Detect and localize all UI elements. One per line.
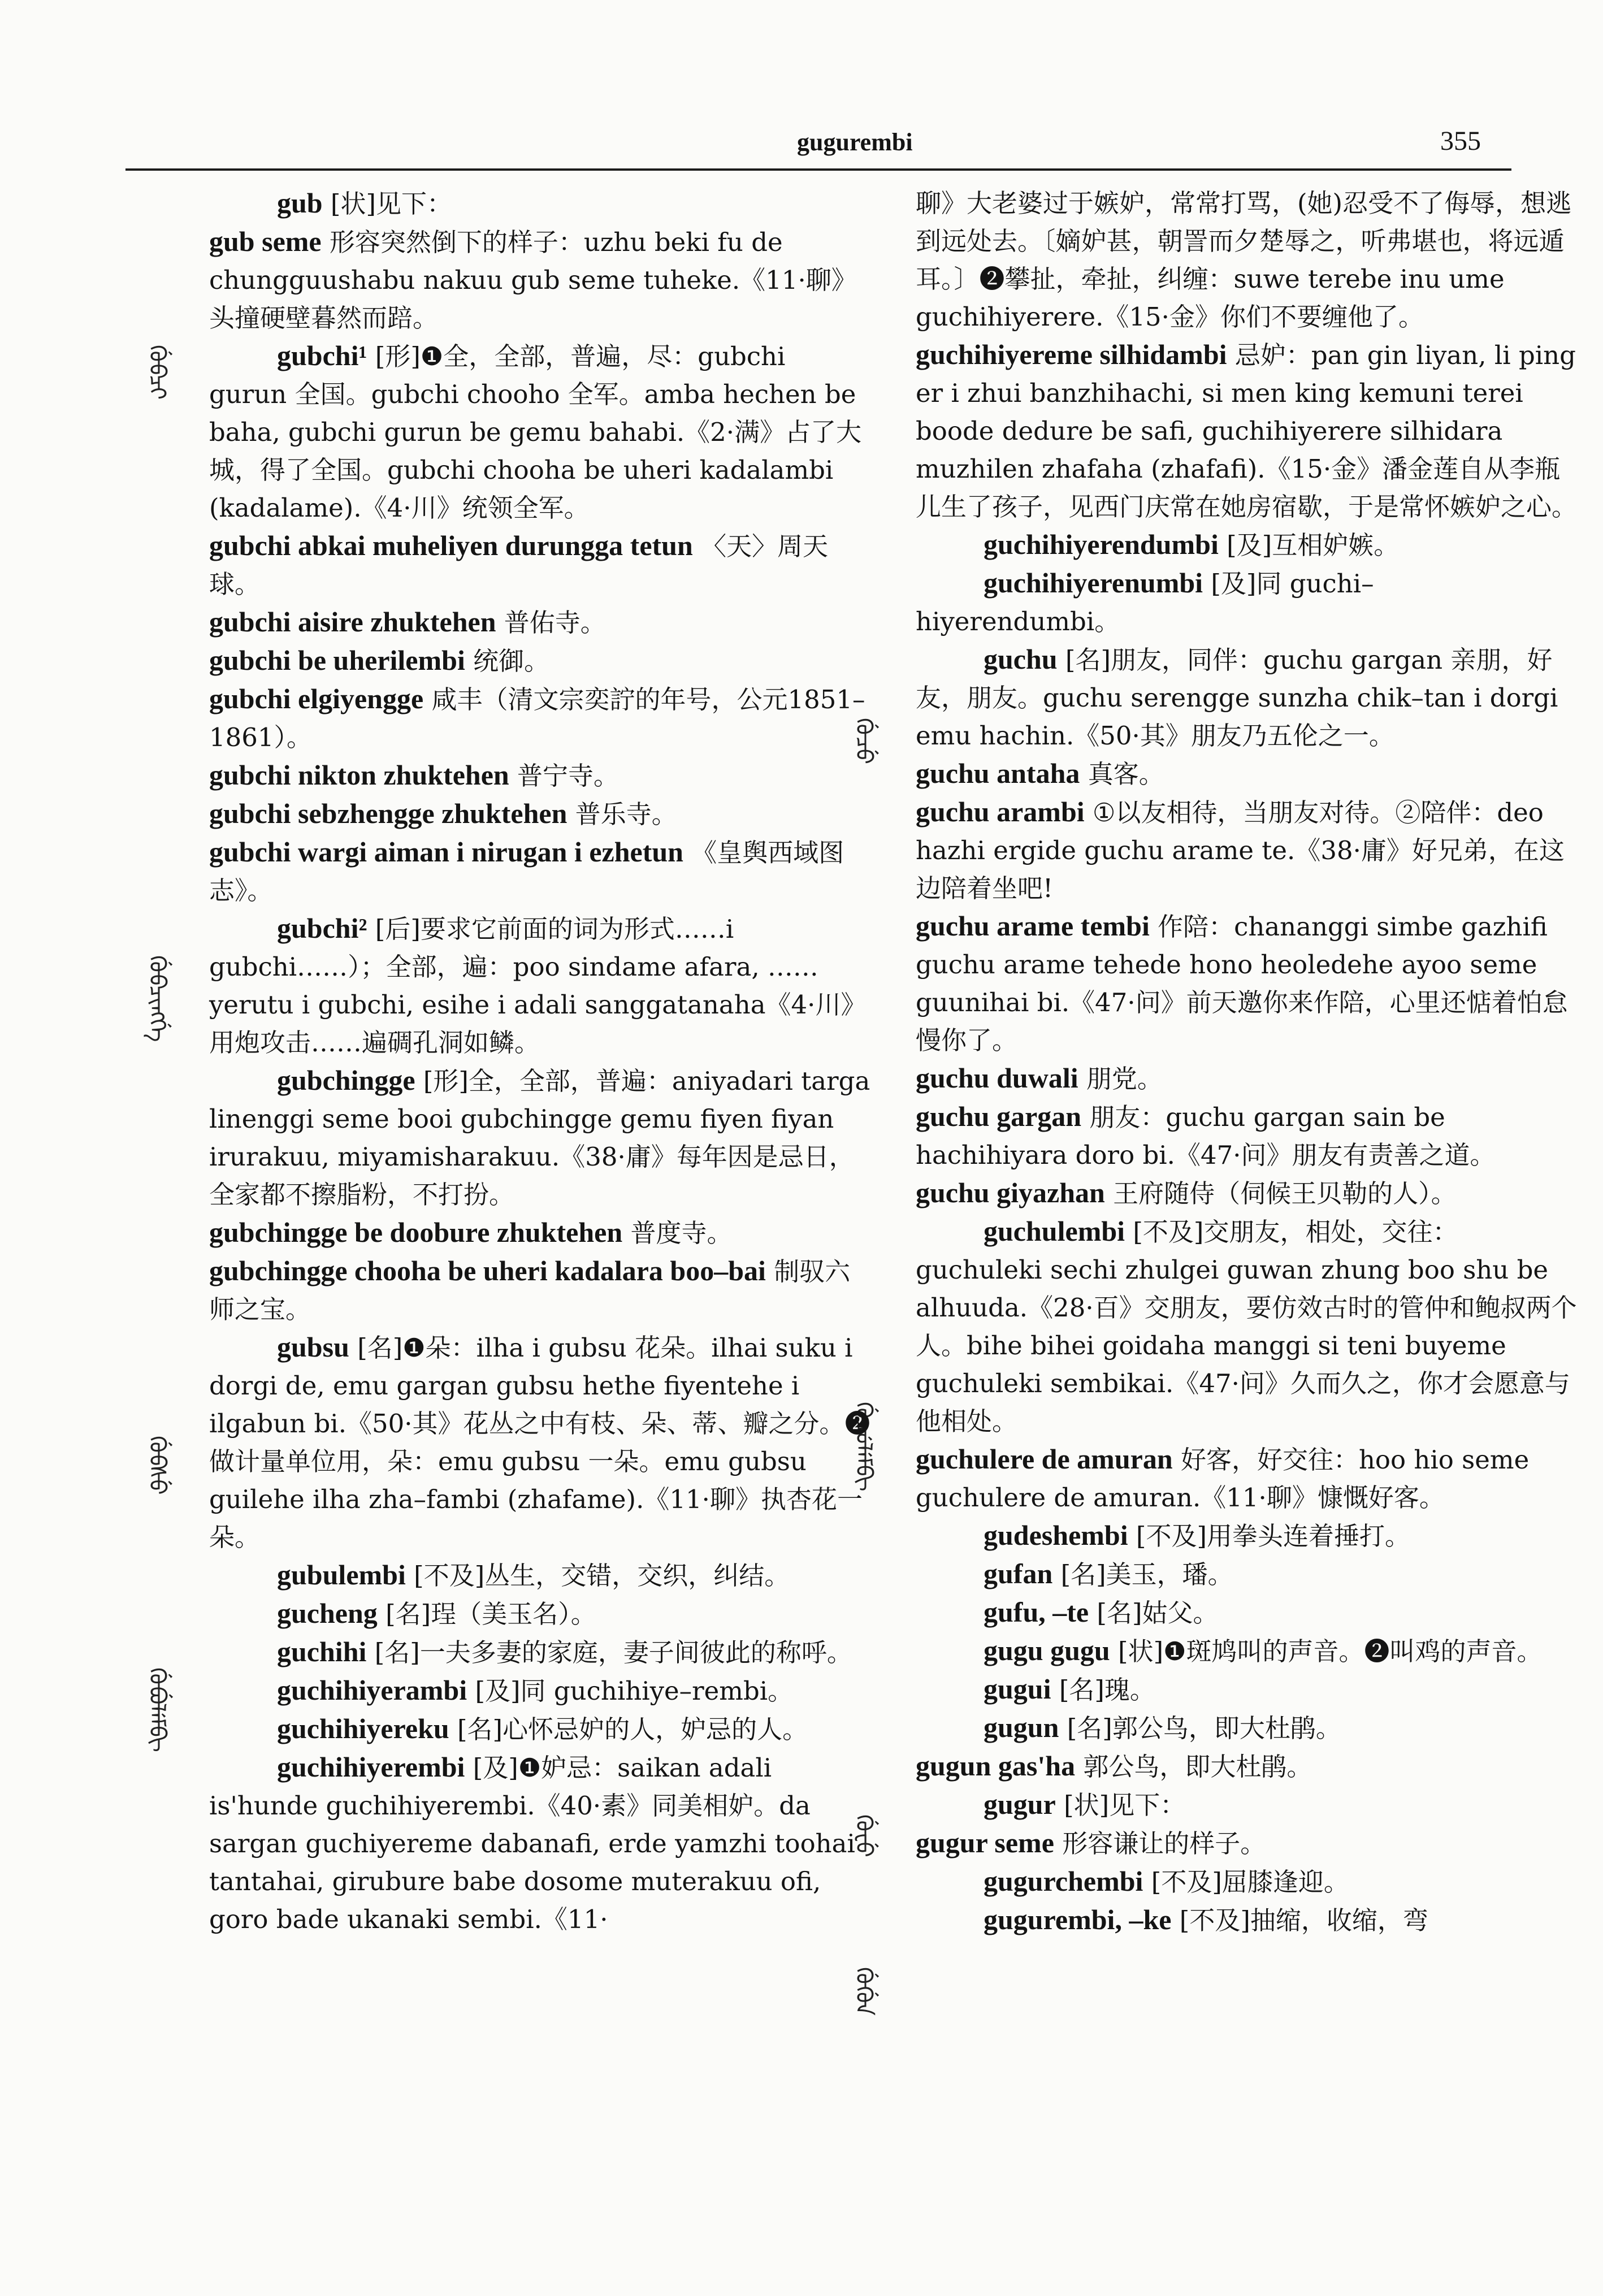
dictionary-entry [209, 337, 870, 527]
dictionary-entry [209, 795, 870, 833]
entry-definition: ①以友相待，当朋友对待。②陪伴：deo hazhi ergide guchu arame te.《38·庸》好兄弟，在这边陪着坐吧! [916, 798, 1565, 903]
dictionary-entry [209, 527, 870, 603]
dictionary-entry [916, 1059, 1577, 1098]
entry-headword: guchihiyerenumbi [984, 567, 1203, 599]
dictionary-entry [916, 1098, 1577, 1174]
entry-definition: 《皇舆西域图志》。 [209, 838, 844, 906]
entry-headword: guchulere de amuran [916, 1443, 1173, 1475]
entry-definition: 作陪：chananggi simbe gazhifi guchu arame tehede hono heoledehe ayoo seme guunihai bi.《47·问》前天邀你来作陪，心里还惦着怕怠慢你了。 [916, 912, 1568, 1055]
entry-definition: 咸丰（清文宗奕詝的年号，公元1851–1861）。 [209, 685, 865, 752]
entry-headword: guchu gargan [916, 1101, 1082, 1132]
dictionary-entry [209, 642, 870, 680]
entry-headword: gubchi¹ [277, 340, 367, 371]
entry-definition: 普度寺。 [622, 1218, 733, 1248]
entry-headword: gugun [984, 1712, 1059, 1743]
entry-headword: gugu gugu [984, 1635, 1110, 1666]
manchu-margin-mark: ᡤᡠᠴᡠᠯᡝᠮᠪᡳ [851, 1402, 877, 1492]
entry-headword: gugui [984, 1673, 1051, 1705]
dictionary-entry [209, 184, 870, 223]
entry-definition: 郭公鸟，即大杜鹃。 [1075, 1752, 1312, 1782]
entry-definition: [不及]屈膝逢迎。 [1143, 1867, 1349, 1897]
entry-definition: 制驭六师之宝。 [209, 1257, 851, 1324]
dictionary-entry [916, 1517, 1577, 1555]
dictionary-entry [209, 680, 870, 756]
dictionary-entry [209, 1214, 870, 1252]
entry-definition: [后]要求它前面的词为形式……i gubchi……）；全部，遍：poo sindame afara, ……yerutu i gubchi, esihe i adali sanggatanaha《4·川》用炮攻击……遍碉孔洞如鳞。 [209, 914, 867, 1058]
entry-headword: guchu arame tembi [916, 910, 1150, 942]
entry-headword: guchihiyereku [277, 1713, 449, 1744]
dictionary-entry [209, 1252, 870, 1328]
entry-headword: gubchi nikton zhuktehen [209, 759, 509, 791]
entry-definition: [名]珵（美玉名）。 [377, 1599, 596, 1629]
dictionary-entry [209, 1633, 870, 1671]
entry-definition: [名]美玉，璠。 [1052, 1559, 1233, 1589]
dictionary-entry [916, 184, 1577, 336]
manchu-margin-mark: ᡤᡠᡶᡠ [851, 1814, 877, 1857]
entry-definition: [名]❶朵：ilha i gubsu 花朵。ilhai suku i dorgi de, emu gargan gubsu hethe fiyentehe i ilgabun bi.《50·其》花丛之中有枝、朵、蒂、瓣之分。❷做计量单位用，朵：emu gubsu 一朵。emu gubsu guilehe ilha zha–fambi (zhafame).《11·聊》执杏花一朵。 [209, 1333, 870, 1552]
entry-headword: gubchi be uherilembi [209, 644, 465, 676]
entry-definition: [名]朋友，同伴：guchu gargan 亲朋，好友，朋友。guchu serengge sunzha chik–tan i dorgi emu hachin.《50·其》朋友乃五伦之一。 [916, 645, 1558, 751]
dictionary-entry [916, 1555, 1577, 1593]
entry-headword: gugurembi, –ke [984, 1904, 1172, 1935]
dictionary-entry [916, 1632, 1577, 1670]
dictionary-entry [209, 909, 870, 1062]
entry-headword: guchulembi [984, 1215, 1125, 1247]
entry-headword: gufu, –te [984, 1596, 1089, 1628]
manchu-margin-mark: ᡤᡠᠪᠴᡳᠩᡤᡝ [144, 955, 170, 1042]
dictionary-entry [916, 793, 1577, 907]
entry-headword: gucheng [277, 1597, 378, 1629]
entry-definition: 形容突然倒下的样子：uzhu beki fu de chungguushabu nakuu gub seme tuheke.《11·聊》头撞硬壁暮然而踣。 [209, 227, 857, 333]
entry-definition: [不及]抽缩，收缩，弯 [1171, 1905, 1428, 1935]
running-header-word: gugurembi [797, 128, 913, 156]
entry-headword: gudeshembi [984, 1519, 1128, 1551]
entry-headword: guchihiyerendumbi [984, 528, 1219, 560]
entry-definition: [及]同 guchihiye–rembi。 [467, 1676, 794, 1706]
entry-definition: 真客。 [1080, 759, 1164, 789]
entry-headword: gugur [984, 1788, 1056, 1820]
dictionary-entry [916, 1901, 1577, 1939]
entry-headword: guchu antaha [916, 757, 1080, 789]
entry-definition: [名]郭公鸟，即大杜鹃。 [1059, 1713, 1341, 1743]
entry-definition: 聊》大老婆过于嫉妒，常常打骂，(她)忍受不了侮辱，想逃到远处去。〔嫡妒甚，朝詈而夕楚辱之，听弗堪也，将远遁耳。〕❷攀扯，牵扯，纠缠：suwe terebe inu ume guchihiyerere.《15·金》你们不要缠他了。 [916, 188, 1572, 332]
entry-headword: guchu arambi [916, 796, 1085, 828]
manchu-margin-mark: ᡤᡠᠪᡠᠯᡝᠮᠪᡳ [144, 1667, 170, 1752]
entry-headword: gubchi sebzhengge zhuktehen [209, 798, 567, 829]
entry-definition: 普佑寺。 [496, 608, 606, 638]
entry-definition: 统御。 [465, 646, 550, 676]
dictionary-entry [209, 1062, 870, 1214]
entry-headword: gubchi aisire zhuktehen [209, 606, 496, 638]
entry-definition: 〈天〉周天球。 [209, 531, 829, 599]
page-number: 355 [1440, 126, 1481, 156]
entry-headword: gugur seme [916, 1827, 1054, 1859]
dictionary-entry [916, 564, 1577, 640]
entry-definition: [名]一夫多妻的家庭，妻子间彼此的称呼。 [366, 1637, 852, 1667]
dictionary-entry [209, 833, 870, 909]
entry-definition: [不及]交朋友，相处，交往：guchuleki sechi zhulgei guwan zhung boo shu be alhuuda.《28·百》交朋友，要仿效古时的管仲和鲍叔两个人。bihe bihei goidaha manggi si teni buyeme guchuleki sembikai.《47·问》久而久之，你才会愿意与他相处。 [916, 1217, 1577, 1436]
dictionary-entry [916, 1747, 1577, 1786]
entry-headword: guchihiyereme silhidambi [916, 339, 1227, 370]
entry-headword: gugurchembi [984, 1865, 1143, 1897]
entry-headword: guchihiyerembi [277, 1751, 465, 1783]
dictionary-entry [916, 1786, 1577, 1824]
dictionary-entry [209, 1671, 870, 1710]
entry-definition: 忌妒：pan gin liyan, li ping er i zhui banzhihachi, si men king kemuni terei boode dedure be safi, guchihiyerere silhidara muzhilen zhafaha (zhafafi).《15·金》潘金莲自从李瓶儿生了孩子，见西门庆常在她房宿歇，于是常怀嫉妒之心。 [916, 340, 1578, 522]
entry-definition: [不及]丛生，交错，交织，纠结。 [405, 1561, 790, 1591]
entry-headword: gubsu [277, 1331, 349, 1363]
left-column [209, 184, 870, 1938]
entry-headword: guchu [984, 643, 1058, 675]
dictionary-entry [916, 1174, 1577, 1212]
entry-headword: gub [277, 187, 323, 219]
entry-headword: gugun gas'ha [916, 1750, 1076, 1782]
entry-definition: 普乐寺。 [567, 799, 677, 829]
dictionary-entry [916, 907, 1577, 1059]
entry-definition: 形容谦让的样子。 [1054, 1829, 1266, 1859]
entry-definition: 普宁寺。 [509, 761, 619, 791]
entry-definition: 王府随侍（伺候王贝勒的人）。 [1104, 1179, 1457, 1208]
entry-headword: gubchi abkai muheliyen durungga tetun [209, 530, 693, 561]
entry-definition: [名]姑父。 [1089, 1598, 1219, 1628]
dictionary-entry [916, 526, 1577, 564]
dictionary-entry [209, 1556, 870, 1595]
manchu-margin-mark: ᡤᡠᠪᠰᡠ [144, 1436, 170, 1495]
entry-definition: [名]心怀忌妒的人，妒忌的人。 [449, 1714, 808, 1744]
dictionary-entry [916, 1670, 1577, 1709]
entry-headword: gubchingge be doobure zhuktehen [209, 1216, 623, 1248]
dictionary-entry [209, 1595, 870, 1633]
entry-definition: [名]瑰。 [1051, 1675, 1155, 1705]
entry-headword: gufan [984, 1558, 1053, 1589]
dictionary-entry [916, 1212, 1577, 1440]
entry-headword: guchu duwali [916, 1062, 1078, 1094]
entry-definition: [及]互相妒嫉。 [1218, 530, 1400, 560]
entry-headword: guchu giyazhan [916, 1177, 1105, 1208]
entry-definition: [状]见下： [322, 189, 453, 219]
entry-definition: [不及]用拳头连着捶打。 [1128, 1521, 1411, 1551]
dictionary-entry [916, 336, 1577, 526]
entry-headword: gub seme [209, 226, 322, 257]
dictionary-entry [209, 756, 870, 795]
entry-definition: [形]全，全部，普遍：aniyadari targa linenggi seme booi gubchingge gemu fiyen fiyan irurakuu, miyamisharakuu.《38·庸》每年因是忌日，全家都不擦脂粉，不打扮。 [209, 1066, 870, 1210]
entry-headword: gubchi wargi aiman i nirugan i ezhetun [209, 836, 683, 868]
entry-headword: gubchingge [277, 1064, 415, 1096]
dictionary-entry [916, 640, 1577, 755]
entry-headword: guchihi [277, 1636, 367, 1667]
entry-headword: gubchingge chooha be uheri kadalara boo–bai [209, 1255, 766, 1286]
dictionary-entry [209, 223, 870, 337]
dictionary-entry [916, 755, 1577, 793]
dictionary-entry [916, 1440, 1577, 1517]
entry-definition: [状]见下： [1055, 1790, 1186, 1820]
entry-definition: [形]❶全，全部，普遍，尽：gubchi gurun 全国。gubchi chooho 全军。amba hechen be baha, gubchi gurun be gemu bahabi.《2·满》占了大城，得了全国。gubchi chooha be uheri kadalambi (kadalame).《4·川》统领全军。 [209, 341, 862, 523]
dictionary-entry [209, 603, 870, 642]
manchu-margin-mark: ᡤᡠᠴᡠ [851, 718, 877, 764]
entry-definition: [及]❶妒忌：saikan adali is'hunde guchihiyerembi.《40·素》同美相妒。da sargan guchiyereme dabanafi, erde yamzhi toohai tantahai, girubure babe dosome muterakuu ofi, goro bade ukanaki sembi.《11· [209, 1753, 855, 1934]
dictionary-entry [916, 1593, 1577, 1632]
dictionary-entry [209, 1710, 870, 1748]
dictionary-entry [209, 1748, 870, 1938]
dictionary-entry [916, 1824, 1577, 1862]
manchu-margin-mark: ᡤᡠᠪᠴᡳ [144, 345, 170, 400]
dictionary-entry [916, 1709, 1577, 1747]
entry-definition: 朋友：guchu gargan sain be hachihiyara doro bi.《47·问》朋友有责善之道。 [916, 1102, 1496, 1170]
entry-definition: 好客，好交往：hoo hio seme guchulere de amuran.《11·聊》慷慨好客。 [916, 1445, 1530, 1513]
entry-definition: [及]同 guchi–hiyerendumbi。 [916, 569, 1374, 636]
entry-definition: 朋党。 [1078, 1064, 1163, 1094]
entry-headword: gubulembi [277, 1559, 406, 1591]
manchu-margin-mark: ᡤᡠᡤᡠᠨ [851, 1967, 877, 2016]
entry-headword: gubchi² [277, 912, 367, 944]
right-column [916, 184, 1577, 1939]
entry-headword: gubchi elgiyengge [209, 683, 424, 714]
dictionary-entry [209, 1328, 870, 1556]
dictionary-entry [916, 1862, 1577, 1901]
header-rule [125, 168, 1511, 171]
entry-headword: guchihiyerambi [277, 1674, 467, 1706]
entry-definition: [状]❶斑鸠叫的声音。❷叫鸡的声音。 [1110, 1636, 1543, 1666]
